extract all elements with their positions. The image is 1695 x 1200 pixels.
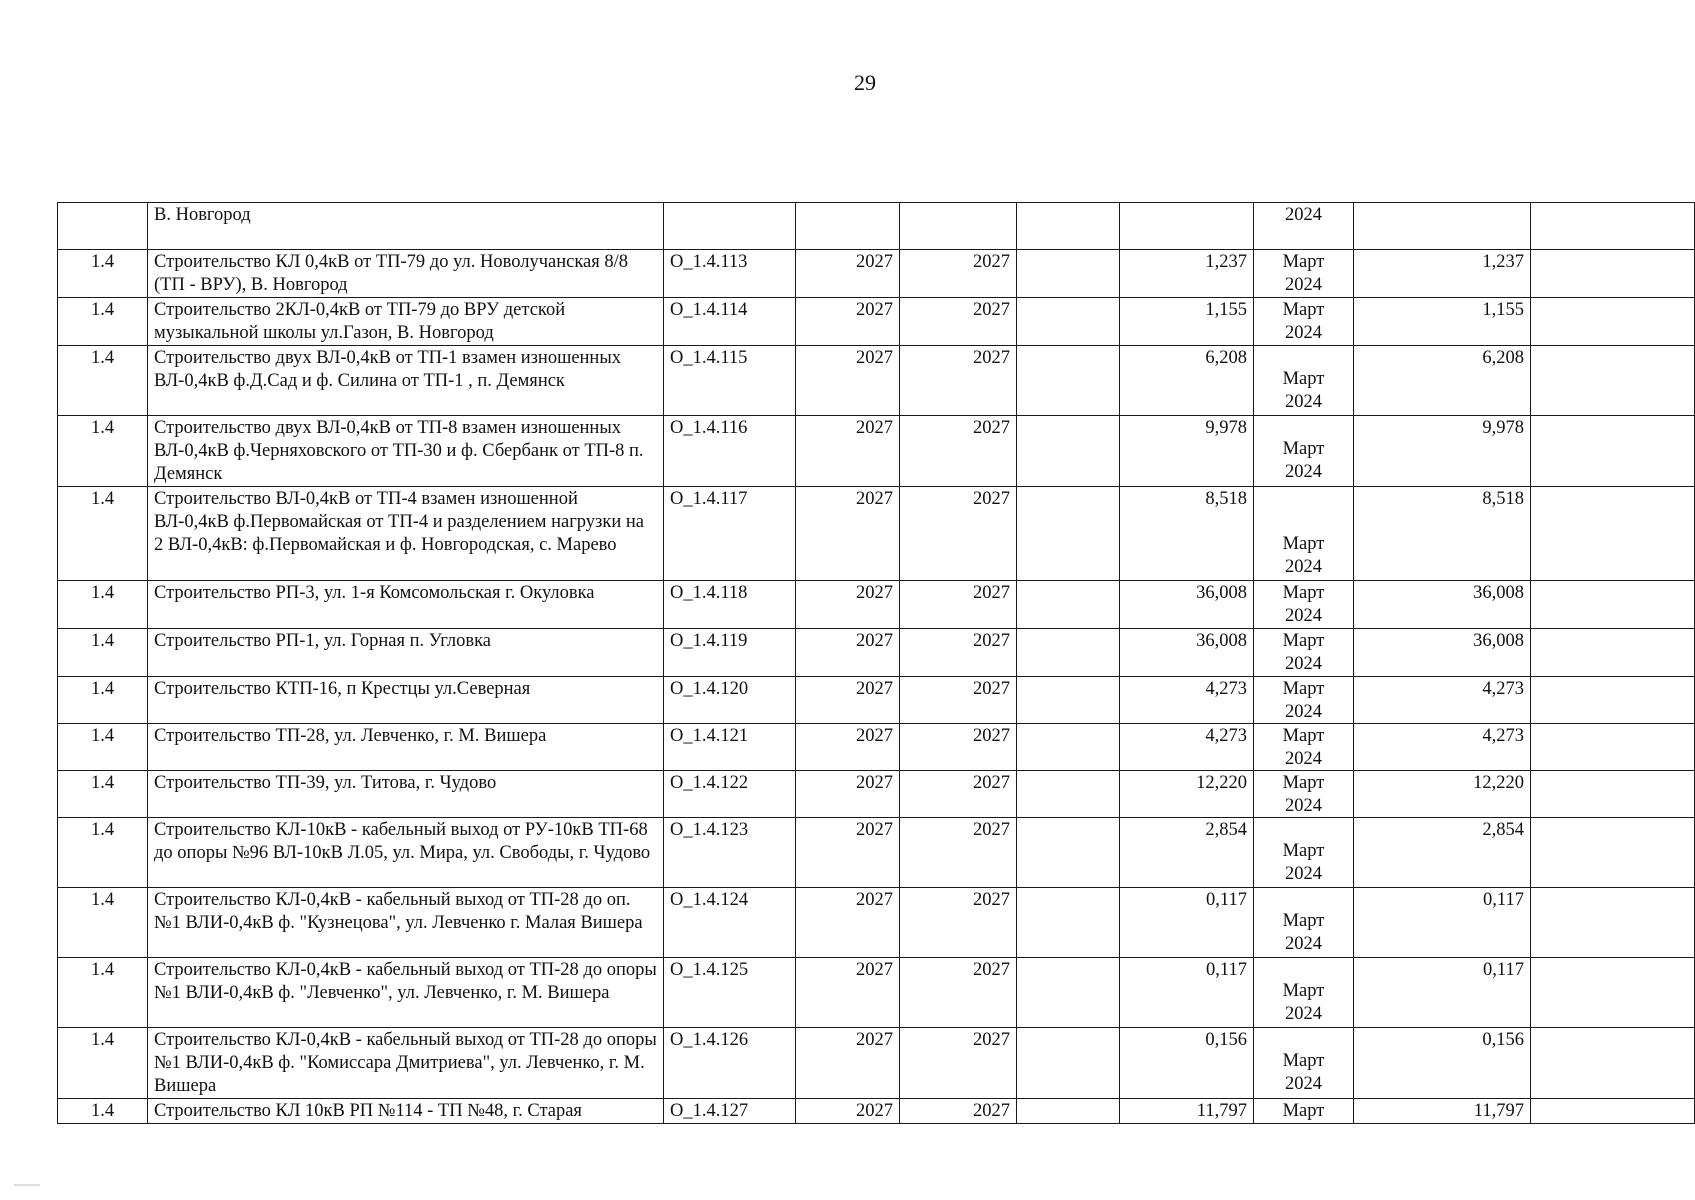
end-year-cell: 2027 <box>900 1028 1017 1099</box>
cost-value-cell: 36,008 <box>1120 581 1254 629</box>
cost-value-cell: 1,155 <box>1120 298 1254 346</box>
total-value-cell: 36,008 <box>1354 629 1531 677</box>
table-row <box>58 203 1695 250</box>
table-row <box>58 298 1695 346</box>
start-year-cell: 2027 <box>796 888 900 958</box>
object-name-cell: Строительство КЛ-0,4кВ - кабельный выход от ТП-28 до опоры №1 ВЛИ-0,4кВ ф. "Левченко", ул. Левченко, г. М. Вишера <box>148 958 664 1028</box>
date-year: 2024 <box>1285 796 1322 816</box>
project-code-cell: О_1.4.125 <box>664 958 796 1028</box>
project-code-cell: О_1.4.126 <box>664 1028 796 1099</box>
end-year-cell <box>900 203 1017 250</box>
start-year-cell: 2027 <box>796 487 900 581</box>
empty-cell <box>1017 346 1120 416</box>
total-value-cell <box>1354 203 1531 250</box>
start-year-cell: 2027 <box>796 677 900 724</box>
date-year: 2024 <box>1285 323 1322 343</box>
table-row <box>58 1028 1695 1099</box>
end-year-cell: 2027 <box>900 298 1017 346</box>
empty-cell <box>1531 250 1695 298</box>
table-row <box>58 346 1695 416</box>
end-year-cell: 2027 <box>900 771 1017 818</box>
object-name-cell: Строительство КЛ-0,4кВ - кабельный выход от ТП-28 до оп. №1 ВЛИ-0,4кВ ф. "Кузнецова", ул. Левченко г. Малая Вишера <box>148 888 664 958</box>
start-year-cell: 2027 <box>796 958 900 1028</box>
cost-value-cell: 12,220 <box>1120 771 1254 818</box>
object-name-cell: Строительство КЛ 10кВ РП №114 - ТП №48, г. Старая <box>148 1099 664 1124</box>
empty-cell <box>1531 1099 1695 1124</box>
row-number-cell: 1.4 <box>58 888 148 958</box>
project-code-cell: О_1.4.117 <box>664 487 796 581</box>
start-year-cell: 2027 <box>796 629 900 677</box>
empty-cell <box>1531 1028 1695 1099</box>
end-year-cell: 2027 <box>900 346 1017 416</box>
object-name-cell: Строительство 2КЛ-0,4кВ от ТП-79 до ВРУ детской музыкальной школы ул.Газон, В. Новгород <box>148 298 664 346</box>
cost-value-cell <box>1120 203 1254 250</box>
empty-cell <box>1017 1099 1120 1124</box>
empty-cell <box>1017 581 1120 629</box>
date-year: 2024 <box>1285 934 1322 954</box>
end-year-cell: 2027 <box>900 1099 1017 1124</box>
project-code-cell: О_1.4.119 <box>664 629 796 677</box>
end-year-cell: 2027 <box>900 487 1017 581</box>
total-value-cell: 1,237 <box>1354 250 1531 298</box>
empty-cell <box>1531 888 1695 958</box>
total-value-cell: 4,273 <box>1354 724 1531 771</box>
date-cell <box>1254 298 1354 346</box>
start-year-cell: 2027 <box>796 771 900 818</box>
cost-value-cell: 0,156 <box>1120 1028 1254 1099</box>
row-number-cell: 1.4 <box>58 629 148 677</box>
empty-cell <box>1017 677 1120 724</box>
row-number-cell: 1.4 <box>58 581 148 629</box>
date-cell <box>1254 888 1354 958</box>
date-month: Март <box>1282 631 1325 651</box>
project-code-cell: О_1.4.122 <box>664 771 796 818</box>
date-year: 2024 <box>1285 275 1322 295</box>
date-year: 2024 <box>1285 1074 1322 1094</box>
start-year-cell: 2027 <box>796 581 900 629</box>
date-month: Март <box>1282 1051 1325 1071</box>
end-year-cell: 2027 <box>900 629 1017 677</box>
empty-cell <box>1017 888 1120 958</box>
start-year-cell <box>796 203 900 250</box>
date-month: Март <box>1282 369 1325 389</box>
object-name-cell: Строительство КЛ-10кВ - кабельный выход от РУ-10кВ ТП-68 до опоры №96 ВЛ-10кВ Л.05, ул. Мира, ул. Свободы, г. Чудово <box>148 818 664 888</box>
empty-cell <box>1531 958 1695 1028</box>
total-value-cell: 11,797 <box>1354 1099 1531 1124</box>
total-value-cell: 2,854 <box>1354 818 1531 888</box>
date-cell <box>1254 1099 1354 1124</box>
project-code-cell: О_1.4.118 <box>664 581 796 629</box>
table-row <box>58 888 1695 958</box>
empty-cell <box>1017 298 1120 346</box>
table-row <box>58 958 1695 1028</box>
empty-cell <box>1531 771 1695 818</box>
object-name-cell: Строительство КЛ 0,4кВ от ТП-79 до ул. Новолучанская 8/8 (ТП - ВРУ), В. Новгород <box>148 250 664 298</box>
row-number-cell: 1.4 <box>58 818 148 888</box>
cost-value-cell: 4,273 <box>1120 724 1254 771</box>
project-code-cell <box>664 203 796 250</box>
row-number-cell: 1.4 <box>58 1028 148 1099</box>
row-number-cell: 1.4 <box>58 416 148 487</box>
object-name-cell: Строительство КТП-16, п Крестцы ул.Северная <box>148 677 664 724</box>
empty-cell <box>1531 346 1695 416</box>
project-code-cell: О_1.4.124 <box>664 888 796 958</box>
date-cell <box>1254 677 1354 724</box>
object-name-cell: Строительство ТП-28, ул. Левченко, г. М. Вишера <box>148 724 664 771</box>
object-name-cell: Строительство РП-3, ул. 1-я Комсомольская г. Окуловка <box>148 581 664 629</box>
table-row <box>58 487 1695 581</box>
row-number-cell: 1.4 <box>58 346 148 416</box>
end-year-cell: 2027 <box>900 250 1017 298</box>
project-code-cell: О_1.4.120 <box>664 677 796 724</box>
total-value-cell: 12,220 <box>1354 771 1531 818</box>
table-row <box>58 677 1695 724</box>
date-month: Март <box>1282 534 1325 554</box>
row-number-cell: 1.4 <box>58 958 148 1028</box>
date-month: Март <box>1282 583 1325 603</box>
end-year-cell: 2027 <box>900 581 1017 629</box>
date-cell <box>1254 1028 1354 1099</box>
date-year: 2024 <box>1285 864 1322 884</box>
start-year-cell: 2027 <box>796 818 900 888</box>
table-body <box>58 203 1695 1124</box>
date-month: Март <box>1282 726 1325 746</box>
table-row <box>58 416 1695 487</box>
cost-value-cell: 9,978 <box>1120 416 1254 487</box>
date-month: Март <box>1282 439 1325 459</box>
empty-cell <box>1531 677 1695 724</box>
object-name-cell: В. Новгород <box>148 203 664 250</box>
date-cell <box>1254 581 1354 629</box>
row-number-cell: 1.4 <box>58 677 148 724</box>
investment-table <box>57 202 1695 1124</box>
end-year-cell: 2027 <box>900 818 1017 888</box>
start-year-cell: 2027 <box>796 416 900 487</box>
row-number-cell: 1.4 <box>58 487 148 581</box>
table-row <box>58 629 1695 677</box>
date-cell <box>1254 771 1354 818</box>
empty-cell <box>1531 298 1695 346</box>
date-month: Март <box>1282 773 1325 793</box>
table-row <box>58 818 1695 888</box>
total-value-cell: 36,008 <box>1354 581 1531 629</box>
end-year-cell: 2027 <box>900 888 1017 958</box>
end-year-cell: 2027 <box>900 724 1017 771</box>
cost-value-cell: 0,117 <box>1120 958 1254 1028</box>
empty-cell <box>1017 818 1120 888</box>
date-year: 2024 <box>1285 749 1322 769</box>
table-row <box>58 250 1695 298</box>
table-row <box>58 1099 1695 1124</box>
project-code-cell: О_1.4.115 <box>664 346 796 416</box>
start-year-cell: 2027 <box>796 724 900 771</box>
end-year-cell: 2027 <box>900 677 1017 724</box>
total-value-cell: 0,117 <box>1354 888 1531 958</box>
project-code-cell: О_1.4.116 <box>664 416 796 487</box>
start-year-cell: 2027 <box>796 250 900 298</box>
table-row <box>58 771 1695 818</box>
cost-value-cell: 1,237 <box>1120 250 1254 298</box>
date-month: Март <box>1282 300 1325 320</box>
start-year-cell: 2027 <box>796 346 900 416</box>
date-month: Март <box>1282 252 1325 272</box>
object-name-cell: Строительство ТП-39, ул. Титова, г. Чудово <box>148 771 664 818</box>
date-month: Март <box>1282 981 1325 1001</box>
empty-cell <box>1017 203 1120 250</box>
row-number-cell: 1.4 <box>58 1099 148 1124</box>
date-cell <box>1254 724 1354 771</box>
empty-cell <box>1531 818 1695 888</box>
empty-cell <box>1017 958 1120 1028</box>
empty-cell <box>1531 203 1695 250</box>
date-month: Март <box>1282 679 1325 699</box>
date-month: Март <box>1282 841 1325 861</box>
date-year: 2024 <box>1285 205 1322 225</box>
cost-value-cell: 36,008 <box>1120 629 1254 677</box>
empty-cell <box>1531 487 1695 581</box>
project-code-cell: О_1.4.113 <box>664 250 796 298</box>
end-year-cell: 2027 <box>900 958 1017 1028</box>
date-month: Март <box>1282 1101 1325 1121</box>
row-number-cell: 1.4 <box>58 724 148 771</box>
row-number-cell: 1.4 <box>58 298 148 346</box>
table-row <box>58 581 1695 629</box>
total-value-cell: 0,117 <box>1354 958 1531 1028</box>
date-year: 2024 <box>1285 1004 1322 1024</box>
row-number-cell: 1.4 <box>58 250 148 298</box>
empty-cell <box>1531 416 1695 487</box>
empty-cell <box>1017 250 1120 298</box>
empty-cell <box>1017 416 1120 487</box>
cost-value-cell: 6,208 <box>1120 346 1254 416</box>
date-year: 2024 <box>1285 654 1322 674</box>
object-name-cell: Строительство двух ВЛ-0,4кВ от ТП-1 взамен изношенных ВЛ-0,4кВ ф.Д.Сад и ф. Силина от ТП-1 , п. Демянск <box>148 346 664 416</box>
object-name-cell: Строительство двух ВЛ-0,4кВ от ТП-8 взамен изношенных ВЛ-0,4кВ ф.Черняховского от ТП-30 и ф. Сбербанк от ТП-8 п. Демянск <box>148 416 664 487</box>
table-row <box>58 724 1695 771</box>
empty-cell <box>1017 629 1120 677</box>
date-cell <box>1254 629 1354 677</box>
date-year: 2024 <box>1285 392 1322 412</box>
page-number: 29 <box>854 70 876 95</box>
empty-cell <box>1017 771 1120 818</box>
empty-cell <box>1017 724 1120 771</box>
object-name-cell: Строительство КЛ-0,4кВ - кабельный выход от ТП-28 до опоры №1 ВЛИ-0,4кВ ф. "Комиссара Дмитриева", ул. Левченко, г. М. Вишера <box>148 1028 664 1099</box>
date-cell <box>1254 346 1354 416</box>
empty-cell <box>1531 724 1695 771</box>
date-cell <box>1254 818 1354 888</box>
row-number-cell <box>58 203 148 250</box>
object-name-cell: Строительство РП-1, ул. Горная п. Угловка <box>148 629 664 677</box>
row-number-cell: 1.4 <box>58 771 148 818</box>
cost-value-cell: 0,117 <box>1120 888 1254 958</box>
date-cell <box>1254 416 1354 487</box>
project-code-cell: О_1.4.127 <box>664 1099 796 1124</box>
start-year-cell: 2027 <box>796 1028 900 1099</box>
total-value-cell: 1,155 <box>1354 298 1531 346</box>
cost-value-cell: 2,854 <box>1120 818 1254 888</box>
empty-cell <box>1531 581 1695 629</box>
empty-cell <box>1017 1028 1120 1099</box>
project-code-cell: О_1.4.114 <box>664 298 796 346</box>
empty-cell <box>1017 487 1120 581</box>
end-year-cell: 2027 <box>900 416 1017 487</box>
cost-value-cell: 4,273 <box>1120 677 1254 724</box>
date-month: Март <box>1282 911 1325 931</box>
cost-value-cell: 11,797 <box>1120 1099 1254 1124</box>
date-cell <box>1254 958 1354 1028</box>
total-value-cell: 9,978 <box>1354 416 1531 487</box>
total-value-cell: 8,518 <box>1354 487 1531 581</box>
object-name-cell: Строительство ВЛ-0,4кВ от ТП-4 взамен изношенной ВЛ-0,4кВ ф.Первомайская от ТП-4 и разделением нагрузки на 2 ВЛ-0,4кВ: ф.Первомайская и ф. Новгородская, с. Марево <box>148 487 664 581</box>
cost-value-cell: 8,518 <box>1120 487 1254 581</box>
total-value-cell: 6,208 <box>1354 346 1531 416</box>
scan-artifact <box>14 1184 40 1186</box>
empty-cell <box>1531 629 1695 677</box>
start-year-cell: 2027 <box>796 298 900 346</box>
start-year-cell: 2027 <box>796 1099 900 1124</box>
project-code-cell: О_1.4.121 <box>664 724 796 771</box>
date-cell <box>1254 487 1354 581</box>
date-year: 2024 <box>1285 606 1322 626</box>
date-year: 2024 <box>1285 557 1322 577</box>
date-year: 2024 <box>1285 702 1322 722</box>
date-cell <box>1254 250 1354 298</box>
date-cell <box>1254 203 1354 250</box>
total-value-cell: 4,273 <box>1354 677 1531 724</box>
total-value-cell: 0,156 <box>1354 1028 1531 1099</box>
date-year: 2024 <box>1285 462 1322 482</box>
project-code-cell: О_1.4.123 <box>664 818 796 888</box>
